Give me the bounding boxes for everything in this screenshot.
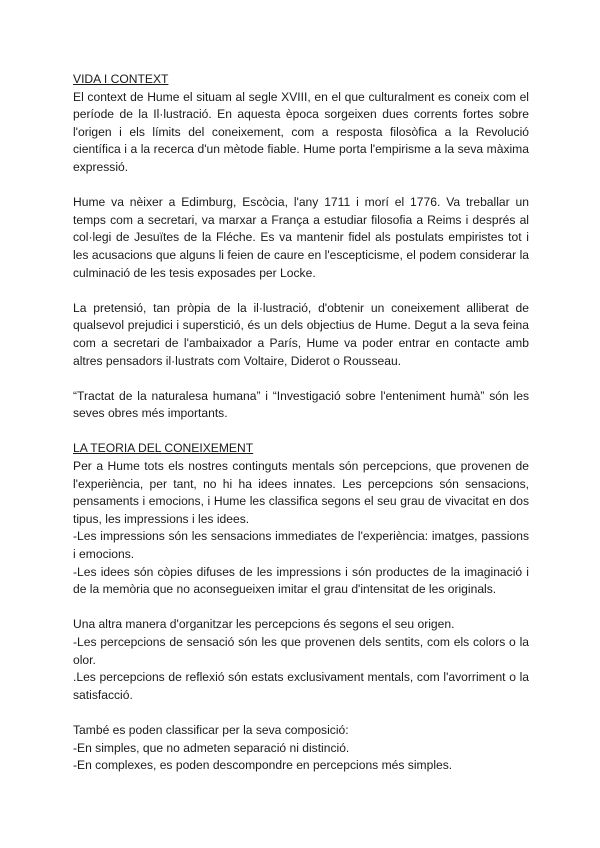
paragraph-perceptions: Per a Hume tots els nostres continguts mentals són percepcions, que provenen de l'experiència, per tant, no hi ha idees innates. Les percepcions són sensacions, pensaments i emocions, i Hume les classifica segons el seu grau de vivacitat en dos tipus, les impressions i les idees. [73, 459, 529, 526]
paragraph-spacer [73, 704, 529, 722]
paragraph-objectives: La pretensió, tan pròpia de la il·lustració, d'obtenir un coneixement alliberat de qualsevol prejudici i superstició, és un dels objectius de Hume. Degut a la seva feina com a secretari de l'ambaixador a París, Hume va poder entrar en contacte amb altres pensadors il·lustrats com Voltaire, Diderot o Rousseau. [73, 300, 529, 368]
paragraph-context: El context de Hume el situam al segle XVIII, en el que culturalment es coneix com el període de la Il·lustració. En aquesta època sorgeixen dues corrents fortes sobre l'origen i els límits del coneixement, com a resposta filosòfica a la Revolució científica i a la recerca d'un mètode fiable. Hume porta l'empirisme a la seva màxima expressió. [73, 89, 529, 174]
list-item-impressions: -Les impressions són les sensacions immediates de l'experiència: imatges, passions i emocions. [73, 529, 529, 562]
paragraph-spacer [73, 599, 529, 617]
paragraph-biography: Hume va nèixer a Edimburg, Escòcia, l'any 1711 i morí el 1776. Va treballar un temps com a secretari, va marxar a França a estudiar filosofia a Reims i després al col·legi de Jesuïtes de la Fléche. Es va mantenir fidel als postulats empiristes tot i les acusacions que alguns li feien de caure en l'escepticisme, el podem considerar la culminació de les tesis exposades per Locke. [73, 195, 529, 280]
paragraph-spacer [73, 423, 529, 441]
list-item-sensation: -Les percepcions de sensació són les que provenen dels sentits, com els colors o la olor. [73, 635, 529, 667]
list-item-reflection: .Les percepcions de reflexió són estats exclusivament mentals, com l'avorriment o la satisfacció. [73, 670, 529, 702]
paragraph-origin: Una altra manera d'organitzar les percepcions és segons el seu origen. [73, 617, 455, 632]
paragraph-composition: També es poden classificar per la seva composició: [73, 722, 349, 737]
paragraph-spacer [73, 177, 529, 195]
paragraph-spacer [73, 370, 529, 388]
list-item-complex: -En complexes, es poden descompondre en percepcions més simples. [73, 758, 453, 773]
section-heading-vida-i-context: VIDA I CONTEXT [73, 72, 169, 86]
section-heading-teoria-coneixement: LA TEORIA DEL CONEIXEMENT [73, 441, 254, 456]
paragraph-works: “Tractat de la naturalesa humana” i “Investigació sobre l'enteniment humà” són les seves obres més importants. [73, 388, 529, 421]
paragraph-spacer [73, 282, 529, 300]
list-item-ideas: -Les idees són còpies difuses de les impressions i són productes de la imaginació i de la memòria que no aconsegueixen imitar el grau d'intensitat de les originals. [73, 564, 529, 597]
document-page [73, 71, 529, 775]
list-item-simple: -En simples, que no admeten separació ni distinció. [73, 740, 350, 755]
